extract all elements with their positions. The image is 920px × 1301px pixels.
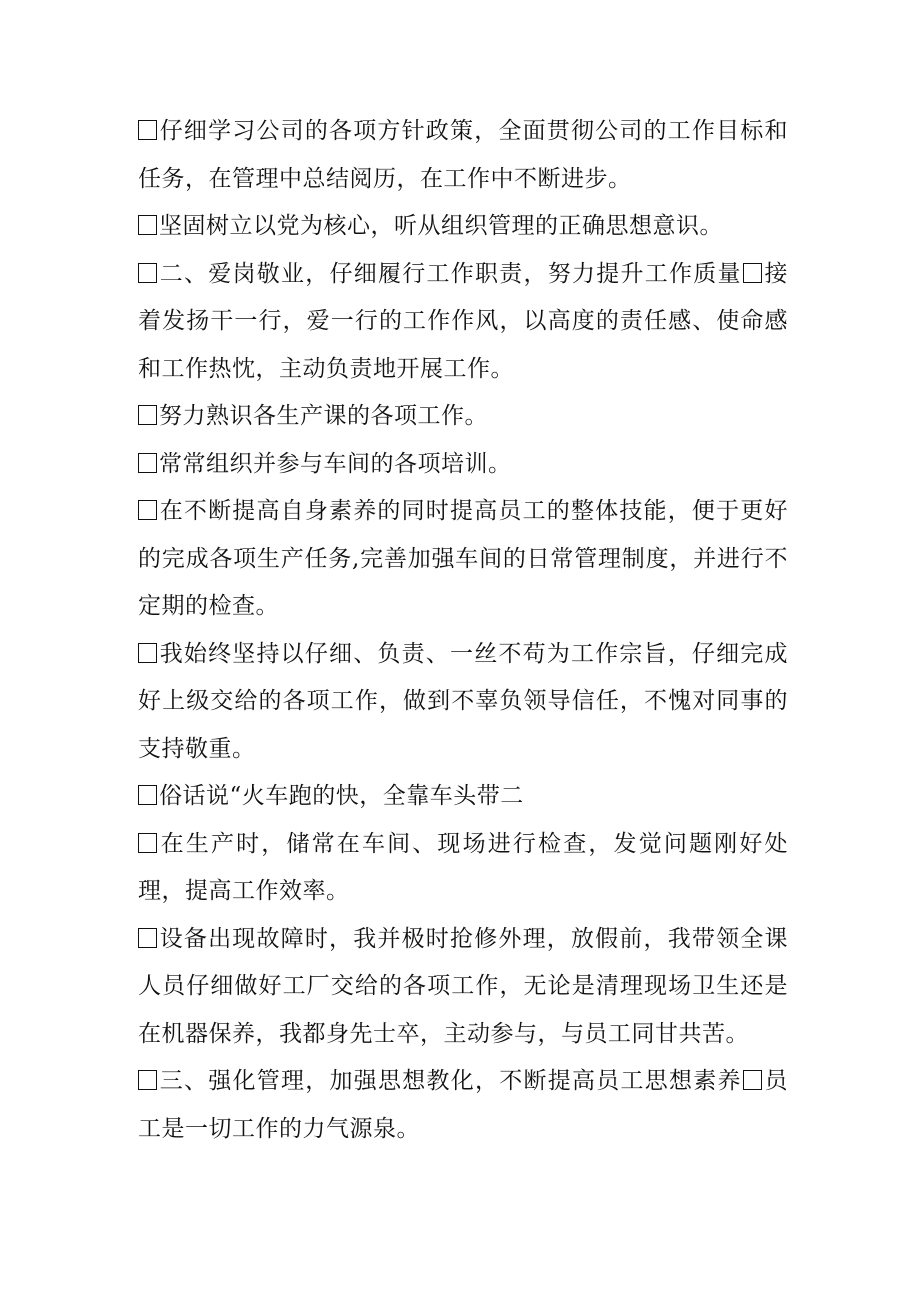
bullet-box-icon xyxy=(138,215,157,235)
paragraph-text: 俗话说“火车跑的快，全靠车头带二 xyxy=(159,783,524,809)
paragraph xyxy=(138,251,788,394)
bullet-box-icon xyxy=(138,643,157,663)
paragraph xyxy=(138,916,788,1059)
inline-box-icon xyxy=(743,1070,762,1090)
bullet-box-icon xyxy=(138,500,157,520)
bullet-box-icon xyxy=(138,263,157,283)
paragraph xyxy=(138,1058,788,1153)
document-body xyxy=(138,108,788,1153)
paragraph-text-continued: 接着发扬干一行，爱一行的工作作风，以高度的责任感、使命感和工作热忱，主动负责地开展工作。 xyxy=(138,260,788,382)
paragraph-text: 二、爱岗敬业，仔细履行工作职责，努力提升工作质量 xyxy=(159,260,742,287)
paragraph xyxy=(138,393,788,441)
paragraph xyxy=(138,108,788,203)
paragraph-text: 坚固树立以党为核心，听从组织管理的正确思想意识。 xyxy=(159,213,723,239)
paragraph xyxy=(138,631,788,774)
paragraph-text: 设备出现故障时，我并极时抢修外理，放假前，我带领全课人员仔细做好工厂交给的各项工作，无论是清理现场卫生还是在机器保养，我都身先士卒，主动参与，与员工同甘共苦。 xyxy=(138,925,788,1047)
bullet-box-icon xyxy=(138,120,157,140)
bullet-box-icon xyxy=(138,453,157,473)
bullet-box-icon xyxy=(138,1070,157,1090)
paragraph-text: 常常组织并参与车间的各项培训。 xyxy=(159,450,512,477)
paragraph-text: 努力熟识各生产课的各项工作。 xyxy=(159,403,488,429)
paragraph-text: 在生产时，储常在车间、现场进行检查，发觉问题刚好处理，提高工作效率。 xyxy=(138,830,788,904)
paragraph-text: 三、强化管理，加强思想教化，不断提高员工思想素养 xyxy=(159,1068,742,1094)
paragraph xyxy=(138,488,788,631)
paragraph-text: 仔细学习公司的各项方针政策，全面贯彻公司的工作目标和任务，在管理中总结阅历，在工作中不断进步。 xyxy=(138,118,788,192)
paragraph xyxy=(138,441,788,489)
bullet-box-icon xyxy=(138,405,157,425)
bullet-box-icon xyxy=(138,928,157,948)
bullet-box-icon xyxy=(138,833,157,853)
paragraph xyxy=(138,821,788,916)
paragraph xyxy=(138,203,788,251)
paragraph xyxy=(138,773,788,821)
inline-box-icon xyxy=(743,263,762,283)
paragraph-text-continued: 员工是一切工作的力气源泉。 xyxy=(138,1068,788,1142)
paragraph-text: 我始终坚持以仔细、负责、一丝不苟为工作宗旨，仔细完成好上级交给的各项工作，做到不辜负领导信任，不愧对同事的支持敬重。 xyxy=(138,640,788,762)
paragraph-text: 在不断提高自身素养的同时提高员工的整体技能，便于更好的完成各项生产任务,完善加强车间的日常管理制度，并进行不定期的检查。 xyxy=(138,498,788,619)
bullet-box-icon xyxy=(138,785,157,805)
